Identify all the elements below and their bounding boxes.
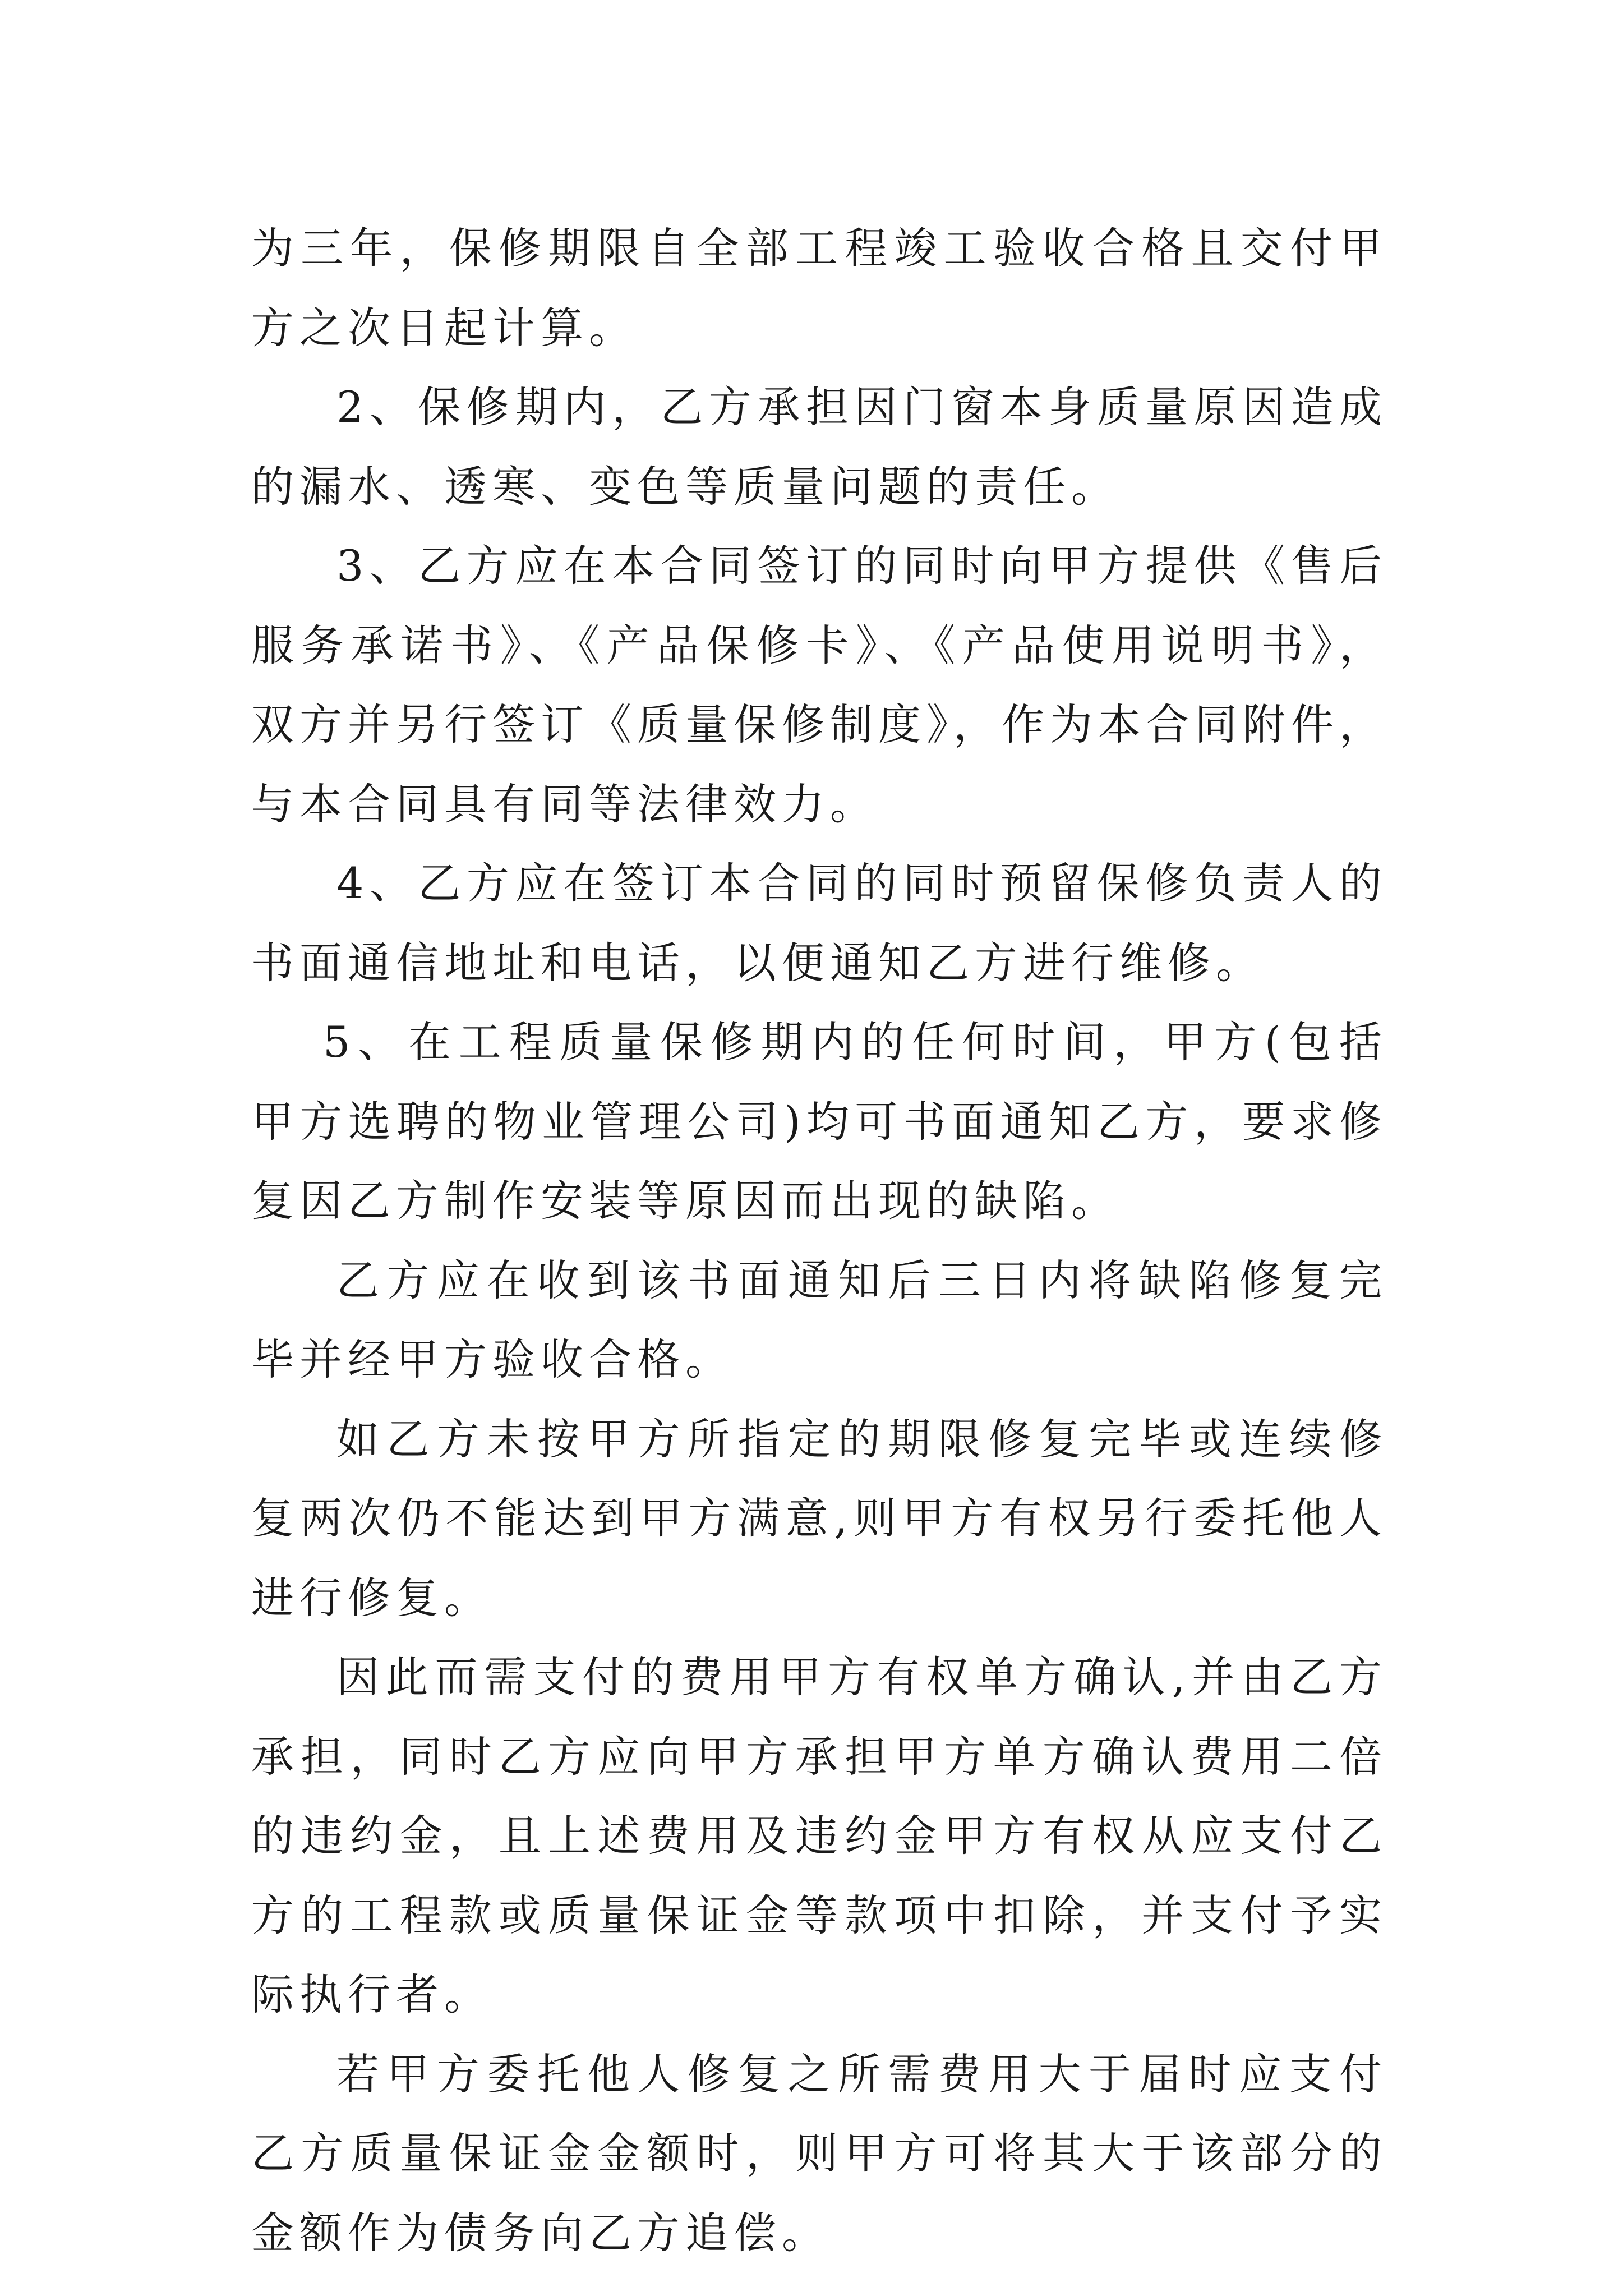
paragraph-clause-4: 4、乙方应在签订本合同的同时预留保修负责人的书面通信地址和电话，以便通知乙方进行维修。: [251, 858, 1387, 988]
paragraph-cost-and-penalty: 因此而需支付的费用甲方有权单方确认,并由乙方承担，同时乙方应向甲方承担甲方单方确认费用二倍的违约金，且上述费用及违约金甲方有权从应支付乙方的工程款或质量保证金等款项中扣除，并支付予实际执行者。: [251, 1652, 1387, 2019]
document-body: [251, 209, 1387, 2272]
paragraph-debt-recovery: 若甲方委托他人修复之所需费用大于届时应支付乙方质量保证金金额时，则甲方可将其大于该部分的金额作为债务向乙方追偿。: [251, 2049, 1387, 2258]
paragraph-clause-2: 2、保修期内，乙方承担因门窗本身质量原因造成的漏水、透寒、变色等质量问题的责任。: [251, 382, 1387, 512]
paragraph-repair-deadline: 乙方应在收到该书面通知后三日内将缺陷修复完毕并经甲方验收合格。: [251, 1255, 1387, 1384]
paragraph-continuation: 为三年，保修期限自全部工程竣工验收合格且交付甲方之次日起计算。: [251, 223, 1387, 353]
paragraph-clause-3: 3、乙方应在本合同签订的同时向甲方提供《售后服务承诺书》、《产品保修卡》、《产品使用说明书》，双方并另行签订《质量保修制度》，作为本合同附件，与本合同具有同等法律效力。: [251, 541, 1387, 829]
paragraph-third-party-repair: 如乙方未按甲方所指定的期限修复完毕或连续修复两次仍不能达到甲方满意,则甲方有权另行委托他人进行修复。: [251, 1414, 1387, 1623]
paragraph-clause-5: 5、在工程质量保修期内的任何时间，甲方(包括甲方选聘的物业管理公司)均可书面通知乙方，要求修复因乙方制作安装等原因而出现的缺陷。: [251, 1017, 1387, 1226]
